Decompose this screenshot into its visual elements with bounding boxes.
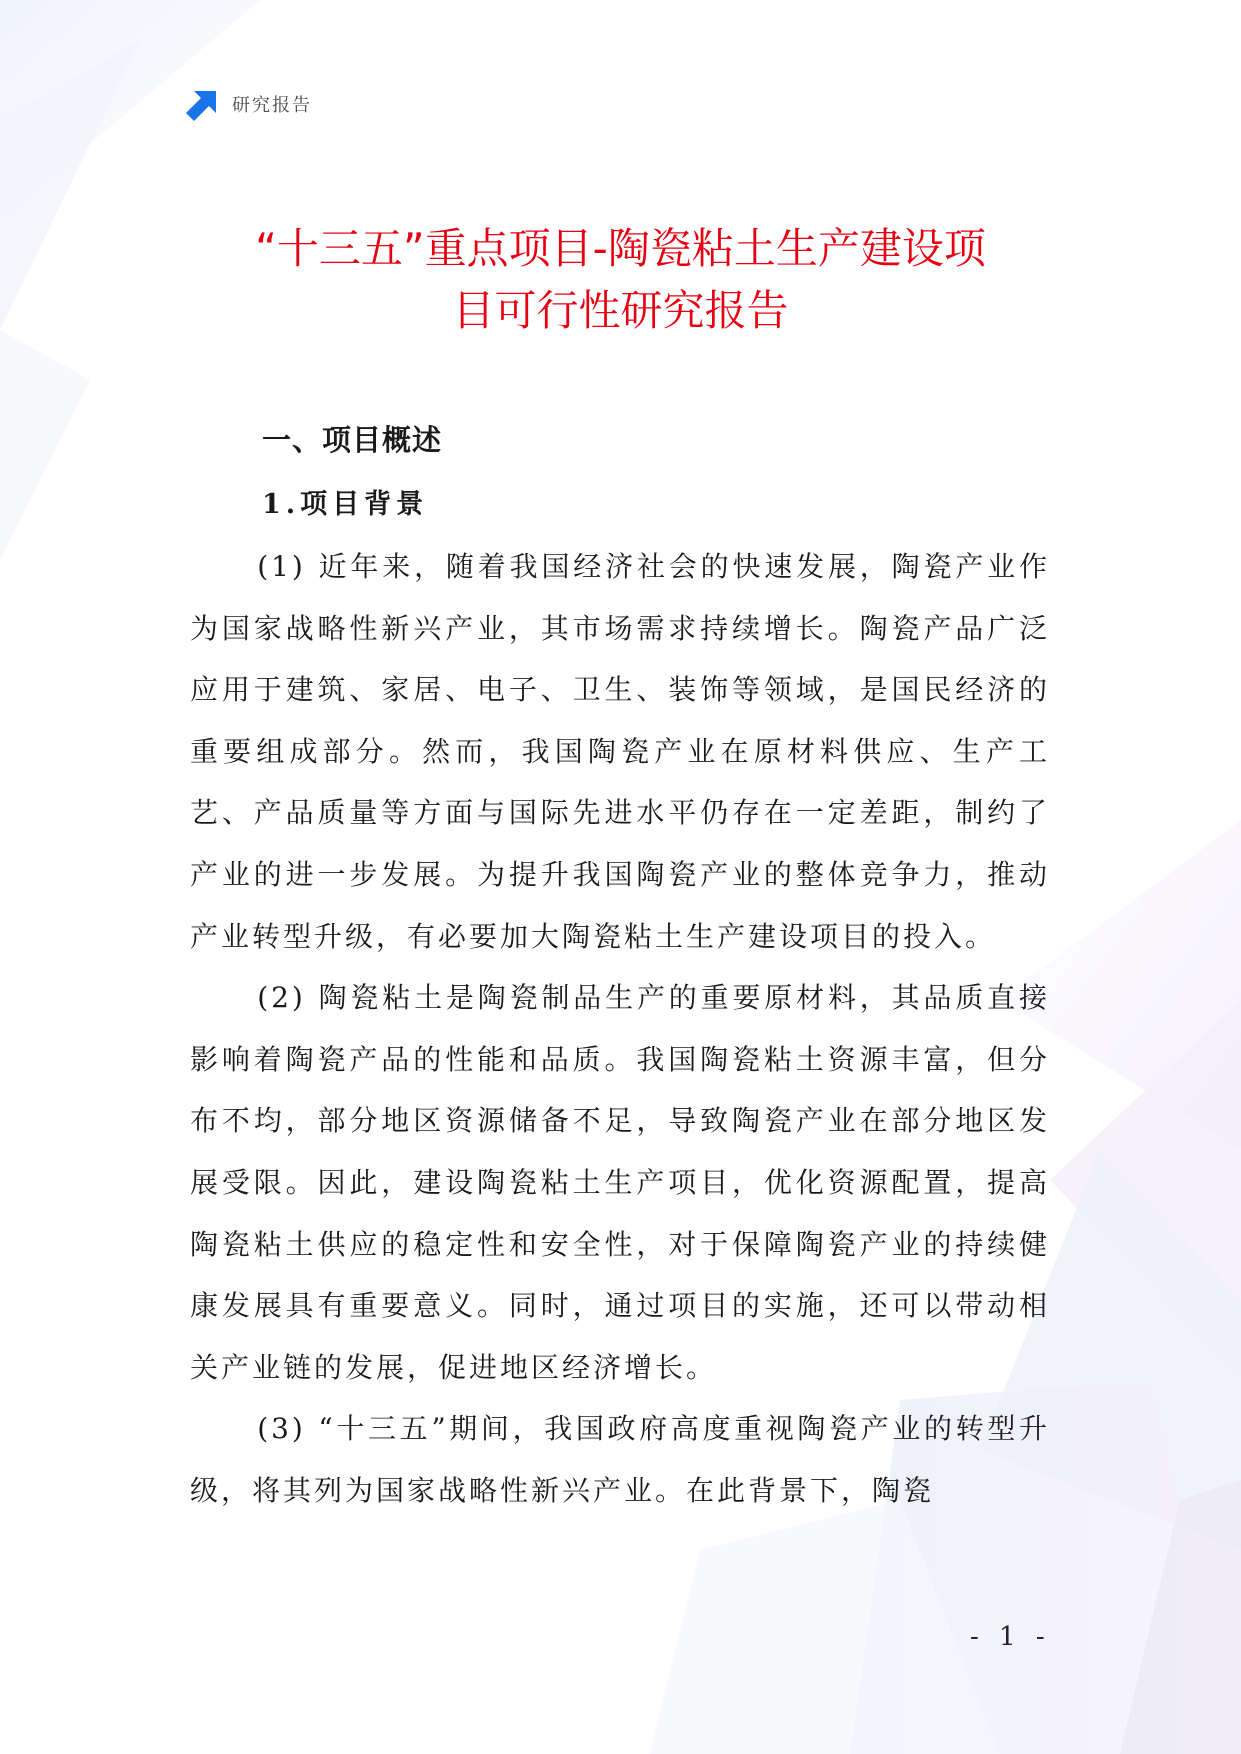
document-title	[180, 218, 1061, 342]
page-number: - 1 -	[970, 1622, 1051, 1652]
report-header	[186, 86, 312, 122]
arrow-up-right-icon	[186, 87, 220, 121]
section-heading: 一、项目概述	[262, 423, 443, 457]
paragraph-3: (3) “十三五”期间，我国政府高度重视陶瓷产业的转型升级，将其列为国家战略性新兴产业。在此背景下，陶瓷	[190, 1412, 1050, 1507]
title-line-2: 目可行性研究报告	[452, 286, 789, 335]
title-line-1: “十三五”重点项目-陶瓷粘土生产建设项	[255, 224, 986, 273]
body-text	[190, 536, 1050, 1522]
sub-heading: 1.项目背景	[262, 489, 429, 520]
paragraph-2: (2) 陶瓷粘土是陶瓷制品生产的重要原材料，其品质直接影响着陶瓷产品的性能和品质。我国陶瓷粘土资源丰富，但分布不均，部分地区资源储备不足，导致陶瓷产业在部分地区发展受限。因此，建设陶瓷粘土生产项目，优化资源配置，提高陶瓷粘土供应的稳定性和安全性，对于保障陶瓷产业的持续健康发展具有重要意义。同时，通过项目的实施，还可以带动相关产业链的发展，促进地区经济增长。	[190, 981, 1050, 1384]
header-label: 研究报告	[232, 95, 312, 116]
paragraph-1: (1) 近年来，随着我国经济社会的快速发展，陶瓷产业作为国家战略性新兴产业，其市场需求持续增长。陶瓷产品广泛应用于建筑、家居、电子、卫生、装饰等领域，是国民经济的重要组成部分。然而，我国陶瓷产业在原材料供应、生产工艺、产品质量等方面与国际先进水平仍存在一定差距，制约了产业的进一步发展。为提升我国陶瓷产业的整体竞争力，推动产业转型升级，有必要加大陶瓷粘土生产建设项目的投入。	[190, 550, 1050, 953]
